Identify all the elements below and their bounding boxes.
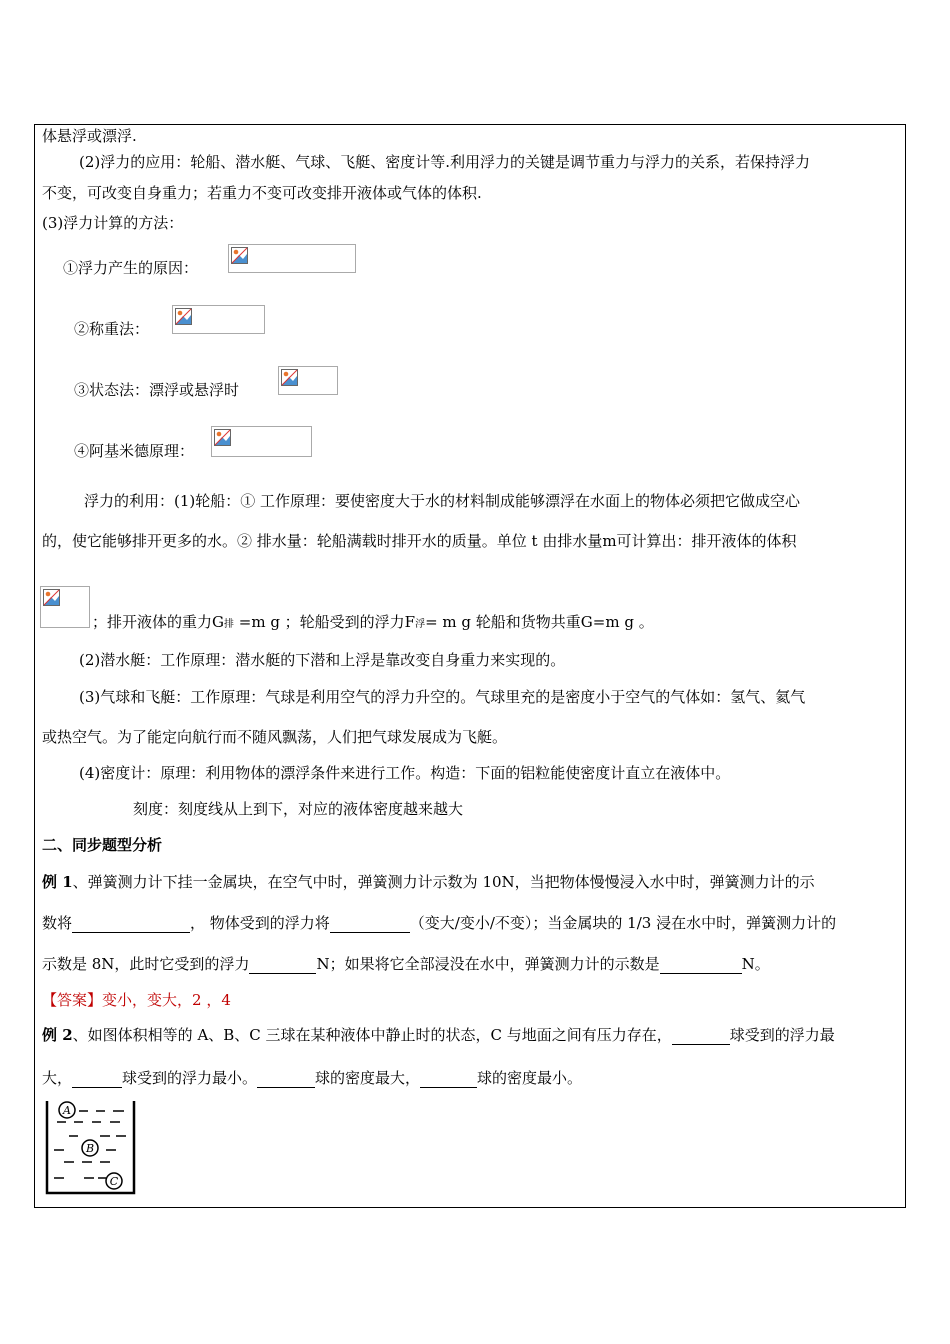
formula-image-placeholder <box>172 305 265 334</box>
answer-blank[interactable] <box>420 1071 477 1088</box>
text-line: 体悬浮或漂浮. <box>42 127 137 145</box>
ball-b <box>82 1140 98 1156</box>
answer-blank[interactable] <box>660 957 742 974</box>
text-line: (3)气球和飞艇：工作原理：气球是利用空气的浮力升空的。气球里充的是密度小于空气的气体如：氢气、氦气 <box>79 688 806 706</box>
formula-image-placeholder <box>228 244 356 273</box>
formula-image-placeholder <box>40 586 90 628</box>
method-3: ③状态法：漂浮或悬浮时 <box>74 381 240 399</box>
method-2: ②称重法： <box>74 320 150 338</box>
answer-line: 【答案】变小，变大，2 ，4 <box>42 991 231 1009</box>
svg-text:C: C <box>109 1175 119 1188</box>
image-icon <box>43 589 60 606</box>
text-line: (3)浮力计算的方法： <box>42 214 184 232</box>
text-line: 或热空气。为了能定向航行而不随风飘荡，人们把气球发展成为飞艇。 <box>42 728 508 746</box>
answer-blank[interactable] <box>72 1071 122 1088</box>
text-line: 不变，可改变自身重力；若重力不变可改变排开液体或气体的体积. <box>42 184 482 202</box>
text-line: (2)浮力的应用：轮船、潜水艇、气球、飞艇、密度计等.利用浮力的关键是调节重力与浮力的关系，若保持浮力 <box>79 153 811 171</box>
image-icon <box>231 247 248 264</box>
formula-image-placeholder <box>278 366 338 395</box>
image-icon <box>214 429 231 446</box>
answer-blank[interactable] <box>257 1071 315 1088</box>
example-1-line: 数将 ， 物体受到的浮力将 （变大/变小/不变）；当金属块的 1/3 浸在水中时，弹簧测力计的 <box>42 914 837 932</box>
container-figure <box>44 1098 139 1196</box>
ball-a <box>59 1102 75 1118</box>
text-line: 刻度：刻度线从上到下，对应的液体密度越来越大 <box>133 800 464 818</box>
method-4: ④阿基米德原理： <box>74 442 195 460</box>
example-1-line: 示数是 8N，此时它受到的浮力 N；如果将它全部浸没在水中，弹簧测力计的示数是 N。 <box>42 955 770 973</box>
svg-text:B: B <box>85 1142 95 1155</box>
answer-blank[interactable] <box>672 1028 730 1045</box>
formula-image-placeholder <box>211 426 312 457</box>
answer-blank[interactable] <box>249 957 316 974</box>
text-line: (4)密度计：原理：利用物体的漂浮条件来进行工作。构造：下面的铝粒能使密度计直立在液体中。 <box>79 764 731 782</box>
image-icon <box>175 308 192 325</box>
section-heading: 二、同步题型分析 <box>42 836 163 854</box>
method-1: ①浮力产生的原因： <box>63 259 199 277</box>
svg-text:A: A <box>63 1104 71 1117</box>
example-1-line: 例 1、弹簧测力计下挂一金属块，在空气中时，弹簧测力计示数为 10N，当把物体慢慢浸入水中时，弹簧测力计的示 <box>42 873 815 891</box>
answer-blank[interactable] <box>330 916 410 933</box>
text-line: (2)潜水艇：工作原理：潜水艇的下潜和上浮是靠改变自身重力来实现的。 <box>79 651 566 669</box>
text-line: 浮力的利用：(1)轮船：① 工作原理：要使密度大于水的材料制成能够漂浮在水面上的物体必须把它做成空心 <box>84 492 801 510</box>
answer-blank[interactable] <box>72 916 190 933</box>
image-icon <box>281 369 298 386</box>
text-line: 的，使它能够排开更多的水。② 排水量：轮船满载时排开水的质量。单位 t 由排水量m可计算出：排开液体的体积 <box>42 532 797 550</box>
text-line: ；排开液体的重力G排 =m g ；轮船受到的浮力F浮= m g 轮船和货物共重G=m g 。 <box>92 613 654 631</box>
example-2-line: 大， 球受到的浮力最小。 球的密度最大， 球的密度最小。 <box>42 1069 583 1087</box>
ball-c <box>106 1173 122 1189</box>
example-2-line: 例 2、如图体积相等的 A、B、C 三球在某种液体中静止时的状态，C 与地面之间有压力存在， 球受到的浮力最 <box>42 1026 835 1044</box>
